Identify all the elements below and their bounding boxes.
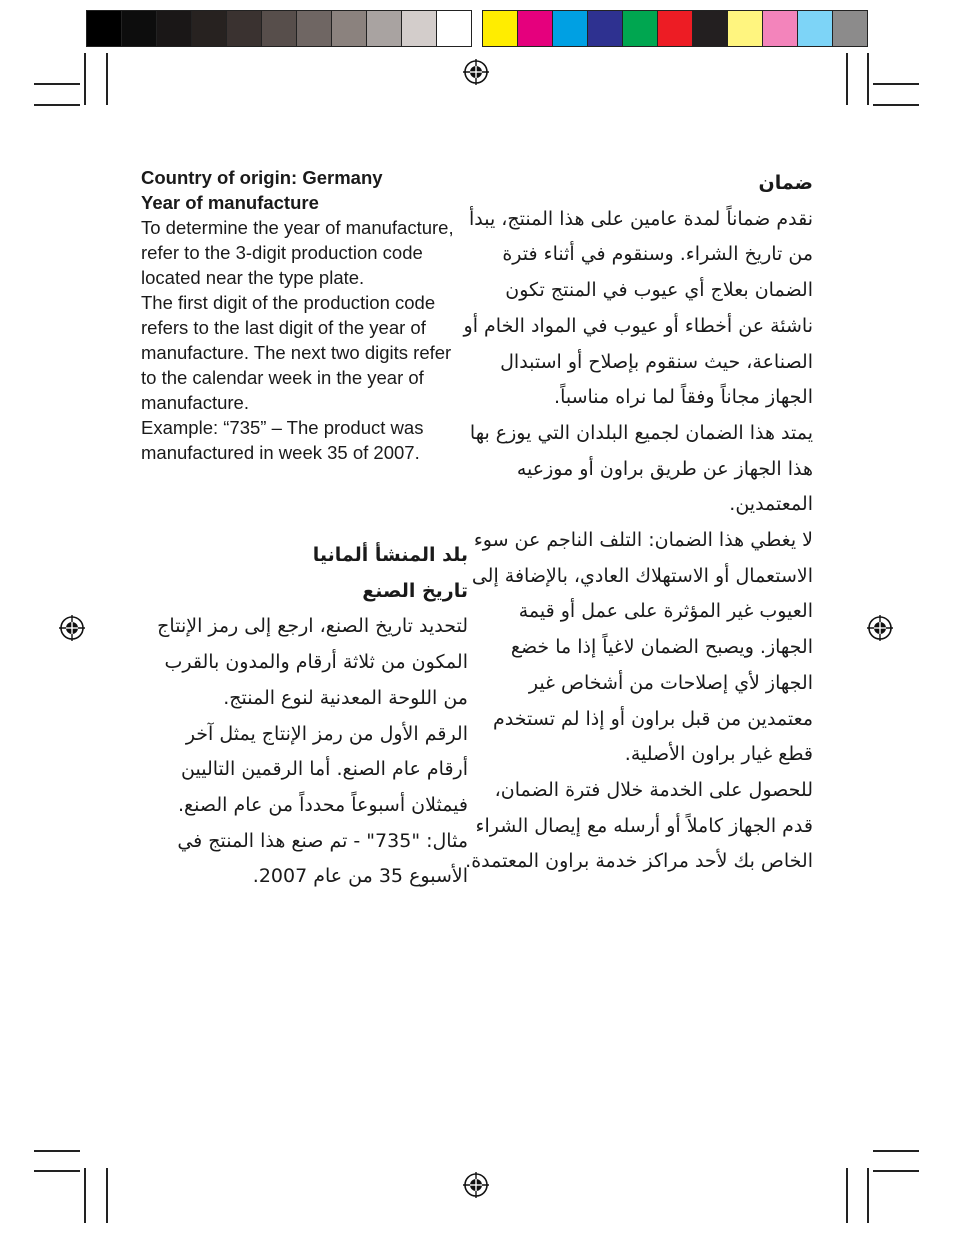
registration-mark-icon <box>59 615 85 641</box>
production-code-example-text: Example: “735” – The product was manufactured in week 35 of 2007. <box>141 417 424 463</box>
color-swatch <box>588 11 623 46</box>
crop-mark <box>867 53 869 105</box>
gray-swatch <box>367 11 402 46</box>
color-swatch <box>833 11 867 46</box>
warranty-title: ضمان <box>758 172 813 194</box>
color-swatch <box>483 11 518 46</box>
gray-swatch <box>262 11 297 46</box>
crop-mark <box>846 53 848 105</box>
gray-swatch <box>297 11 332 46</box>
arabic-origin-paragraph: مثال: "735" - تم صنع هذا المنتج في الأسبوع 35 من عام 2007. <box>177 829 468 888</box>
color-swatch <box>658 11 693 46</box>
color-swatch <box>798 11 833 46</box>
color-swatch <box>763 11 798 46</box>
crop-mark <box>34 83 80 85</box>
crop-mark <box>873 104 919 106</box>
gray-swatch <box>402 11 437 46</box>
color-swatch <box>693 11 728 46</box>
gray-swatch <box>192 11 227 46</box>
arabic-warranty-section <box>463 166 813 880</box>
crop-mark <box>84 1168 86 1223</box>
production-code-explanation-text: The first digit of the production code refers to the last digit of the year of manufacture. The next two digits refer to the calendar week in the year of manufacture. <box>141 292 452 413</box>
arabic-origin-paragraph: لتحديد تاريخ الصنع، ارجع إلى رمز الإنتاج المكون من ثلاثة أرقام والمدون بالقرب من اللوحة المعدنية لنوع المنتج. <box>157 615 468 709</box>
color-swatch <box>518 11 553 46</box>
arabic-origin-section <box>150 538 468 895</box>
year-of-manufacture-heading: Year of manufacture <box>141 192 319 213</box>
crop-mark <box>873 83 919 85</box>
color-swatch <box>728 11 763 46</box>
warranty-paragraph: للحصول على الخدمة خلال فترة الضمان، قدم الجهاز كاملاً أو أرسله مع إيصال الشراء الخاص بك لأحد مراكز خدمة براون المعتمدة. <box>465 778 813 873</box>
warranty-paragraph: يمتد هذا الضمان لجميع البلدان التي يوزع بها هذا الجهاز عن طريق براون أو موزعيه المعتمدين. <box>469 421 813 516</box>
arabic-origin-paragraph: الرقم الأول من رمز الإنتاج يمثل آخر أرقام عام الصنع. أما الرقمين التاليين فيمثلان أسبوعاً محدداً من عام الصنع. <box>177 722 468 816</box>
country-of-origin-heading: Country of origin: Germany <box>141 167 383 188</box>
production-code-location-text: To determine the year of manufacture, refer to the 3-digit production code located near the type plate. <box>141 217 454 288</box>
crop-mark <box>34 1150 80 1152</box>
arabic-year-heading: تاريخ الصنع <box>362 579 468 602</box>
gray-swatch <box>332 11 367 46</box>
gray-swatch <box>87 11 122 46</box>
crop-mark <box>106 1168 108 1223</box>
registration-mark-icon <box>867 615 893 641</box>
gray-swatch <box>227 11 262 46</box>
warranty-paragraph: نقدم ضماناً لمدة عامين على هذا المنتج، يبدأ من تاريخ الشراء. وسنقوم في أثناء فترة الضمان بعلاج أي عيوب في المنتج تكون ناشئة عن أخطاء أو عيوب في المواد الخام أو الصناعة، حيث سنقوم بإصلاح أو استبدال الجهاز مجاناً وفقاً لما نراه مناسباً. <box>463 207 813 409</box>
arabic-country-heading: بلد المنشأ ألمانيا <box>312 544 468 566</box>
registration-mark-icon <box>463 59 489 85</box>
crop-mark <box>867 1168 869 1223</box>
gray-swatch <box>437 11 471 46</box>
color-swatch <box>553 11 588 46</box>
crop-mark <box>873 1170 919 1172</box>
color-swatch <box>623 11 658 46</box>
crop-mark <box>84 53 86 105</box>
gray-swatch <box>122 11 157 46</box>
gray-swatch <box>157 11 192 46</box>
warranty-paragraph: لا يغطي هذا الضمان: التلف الناجم عن سوء الاستعمال أو الاستهلاك العادي، بالإضافة إلى العيوب غير المؤثرة على عمل أو قيمة الجهاز. ويصبح الضمان لاغياً إذا ما خضع الجهاز لأي إصلاحات من أشخاص غير معتمدين من قبل براون أو إذا لم تستخدم قطع غيار براون الأصلية. <box>471 529 813 766</box>
registration-mark-icon <box>463 1172 489 1198</box>
crop-mark <box>34 1170 80 1172</box>
crop-mark <box>873 1150 919 1152</box>
grayscale-color-bar <box>86 10 472 47</box>
process-color-bar <box>482 10 868 47</box>
crop-mark <box>846 1168 848 1223</box>
crop-mark <box>34 104 80 106</box>
crop-mark <box>106 53 108 105</box>
english-origin-section <box>141 165 471 465</box>
